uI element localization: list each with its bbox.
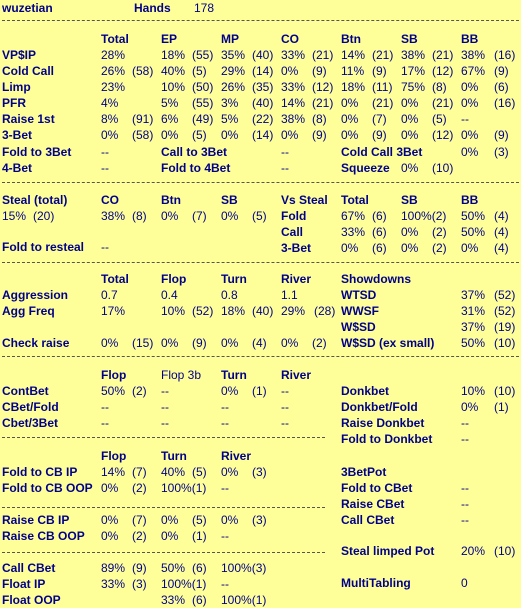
vs-steal-cell: (6)	[372, 209, 387, 223]
vs-cbet-row-label: Raise CB OOP	[2, 529, 85, 543]
steal-count: (8)	[132, 209, 147, 223]
showdown-label: W$SD (ex small)	[341, 336, 435, 350]
cold-call-3bet-label: Cold Call 3Bet	[341, 145, 423, 159]
fold-to-3bet-label: Fold to 3Bet	[2, 145, 72, 159]
showdown-label: WWSF	[341, 304, 379, 318]
postflop-col-turn: Turn	[221, 272, 247, 286]
stat-cell: (21)	[432, 48, 454, 62]
stat-cell: (12)	[432, 128, 454, 142]
check-raise-cell: 0%	[221, 336, 239, 350]
steal-value: 0%	[161, 209, 179, 223]
vs-cbet-cell: --	[221, 481, 229, 495]
donk-label: Fold to Donkbet	[341, 432, 433, 446]
vs-steal-cell: 0%	[461, 241, 479, 255]
stat-cell: 33%	[281, 80, 306, 94]
stat-cell: 5%	[221, 112, 239, 126]
3betpot-label: Fold to CBet	[341, 481, 413, 495]
donk-label: Raise Donkbet	[341, 416, 425, 430]
stat-cell: 38%	[461, 48, 486, 62]
aggression-label: Aggression	[2, 288, 69, 302]
cbet-cell: --	[281, 384, 289, 398]
vs-cbet-cell: 100%(1)	[221, 593, 267, 607]
showdown-value: 50%	[461, 336, 486, 350]
vs-cbet-row-label: Fold to CB IP	[2, 465, 78, 479]
stat-cell: (21)	[432, 96, 454, 110]
showdown-count: (19)	[494, 320, 516, 334]
stat-cell: (21)	[312, 48, 334, 62]
vs-steal-cell: (4)	[494, 209, 509, 223]
stat-cell: 0%	[281, 128, 299, 142]
stat-cell: 6%	[161, 112, 179, 126]
stat-cell: 33%	[281, 48, 306, 62]
stat-cell: 0%	[341, 112, 359, 126]
stat-cell: 0%	[461, 96, 479, 110]
vs-cbet-cell: (3)	[252, 465, 267, 479]
agg-freq-cell: 29%	[281, 304, 306, 318]
3betpot-value: --	[461, 513, 469, 527]
vs-cbet-cell: (3)	[132, 577, 147, 591]
col-header-btn: Btn	[341, 32, 361, 46]
stat-cell: 0%	[401, 96, 419, 110]
vs-steal-row-label: 3-Bet	[281, 241, 312, 255]
stat-cell: (50)	[192, 80, 214, 94]
stat-cell: (14)	[252, 64, 274, 78]
stat-cell: (9)	[312, 128, 327, 142]
stat-cell: (12)	[312, 80, 334, 94]
3betpot-label: Raise CBet	[341, 497, 405, 511]
check-raise-cell: (4)	[252, 336, 267, 350]
vs-cbet-cell: 0%	[221, 465, 239, 479]
vs-cbet-cell: 40%	[161, 465, 186, 479]
stat-cell: (16)	[494, 48, 516, 62]
col-header-sb: SB	[401, 32, 418, 46]
cbet-cell: --	[281, 416, 289, 430]
agg-freq-cell: (52)	[192, 304, 214, 318]
vs-cbet-row-label: Call CBet	[2, 561, 56, 575]
donk-label: Donkbet	[341, 384, 389, 398]
stat-cell: --	[461, 112, 469, 126]
multitabling-value: 0	[461, 576, 468, 590]
stat-cell: (49)	[192, 112, 214, 126]
stat-cell: (55)	[192, 96, 214, 110]
cbet-row-label: Cbet/3Bet	[2, 416, 59, 430]
check-raise-cell: 0%	[161, 336, 179, 350]
stat-cell: (58)	[132, 64, 154, 78]
stat-cell: 23%	[101, 80, 126, 94]
vs-cbet-cell: 0%	[221, 513, 239, 527]
hands-count: 178	[194, 1, 215, 15]
donk-count: (10)	[494, 384, 516, 398]
stat-cell: 8%	[101, 112, 119, 126]
stat-cell: (9)	[372, 64, 387, 78]
stat-cell: 0%	[221, 128, 239, 142]
aggression-cell: 1.1	[281, 288, 298, 302]
vs-steal-cell: (2)	[432, 241, 447, 255]
stat-cell: (35)	[252, 80, 274, 94]
row-label: Limp	[2, 80, 31, 94]
showdown-value: 31%	[461, 304, 486, 318]
stat-cell: 10%	[161, 80, 186, 94]
vs-steal-cell: (6)	[372, 225, 387, 239]
row-label: Raise 1st	[2, 112, 55, 126]
stat-cell: (22)	[252, 112, 274, 126]
cbet-cell: --	[101, 400, 109, 414]
agg-freq-cell: 10%	[161, 304, 186, 318]
showdown-label: W$SD	[341, 320, 376, 334]
stat-cell: 17%	[401, 64, 426, 78]
divider	[2, 552, 325, 553]
vs-steal-row-label: Fold	[281, 209, 307, 223]
cbet-cell: --	[161, 400, 169, 414]
stat-cell: 0%	[161, 128, 179, 142]
aggression-cell: 0.7	[101, 288, 118, 302]
vs-cbet-cell: 33%	[101, 577, 126, 591]
steal-col-co: CO	[101, 193, 119, 207]
stat-cell: 0%	[401, 128, 419, 142]
vs-steal-cell: (4)	[494, 225, 509, 239]
col-header-co: CO	[281, 32, 299, 46]
postflop-col-river: River	[281, 272, 312, 286]
3betpot-value: --	[461, 497, 469, 511]
stat-cell: (9)	[494, 64, 509, 78]
squeeze-label: Squeeze	[341, 161, 390, 175]
col-header-bb: BB	[461, 32, 479, 46]
donk-value: 0%	[461, 400, 479, 414]
fold-to-resteal-value: --	[101, 240, 109, 254]
col-header-mp: MP	[221, 32, 239, 46]
row-label: PFR	[2, 96, 26, 110]
hands-label: Hands	[134, 1, 171, 15]
cbet-col: Flop 3b	[161, 368, 202, 382]
4bet-value: --	[101, 161, 109, 175]
vs-cbet-cell: (2)	[132, 529, 147, 543]
stat-cell: 0%	[461, 128, 479, 142]
stat-cell: (91)	[132, 112, 154, 126]
col-header-total: Total	[101, 32, 129, 46]
fold-to-resteal-label: Fold to resteal	[2, 240, 85, 254]
cbet-col: Turn	[221, 368, 247, 382]
cbet-cell: --	[221, 400, 229, 414]
cbet-col: Flop	[101, 368, 127, 382]
agg-freq-cell: 18%	[221, 304, 246, 318]
vs-cbet-cell: (1)	[192, 529, 207, 543]
stat-cell: 14%	[281, 96, 306, 110]
vs-cbet-col: Flop	[101, 449, 127, 463]
fold-to-4bet-value: --	[281, 161, 289, 175]
stat-cell: 18%	[161, 48, 186, 62]
stat-cell: 0%	[281, 64, 299, 78]
stat-cell: 0%	[401, 112, 419, 126]
vs-cbet-cell: (3)	[252, 513, 267, 527]
stat-cell: 0%	[341, 96, 359, 110]
stat-cell: 28%	[101, 48, 126, 62]
4bet-label: 4-Bet	[2, 161, 33, 175]
stat-cell: (6)	[494, 80, 509, 94]
divider	[2, 437, 325, 438]
fold-to-3bet-value: --	[101, 145, 109, 159]
showdown-count: (52)	[494, 304, 516, 318]
vs-steal-col-bb: BB	[461, 193, 479, 207]
stat-cell: 38%	[281, 112, 306, 126]
donk-value: --	[461, 416, 469, 430]
check-raise-label: Check raise	[2, 336, 70, 350]
stat-cell: (5)	[192, 64, 207, 78]
vs-cbet-cell: 33%	[161, 593, 186, 607]
cbet-cell: --	[101, 416, 109, 430]
stat-cell: (9)	[494, 128, 509, 142]
stat-cell: (21)	[312, 96, 334, 110]
donk-count: (1)	[494, 400, 509, 414]
vs-cbet-cell: (7)	[132, 513, 147, 527]
stat-cell: (9)	[372, 128, 387, 142]
squeeze-count: (10)	[432, 161, 454, 175]
stat-cell: 11%	[341, 64, 365, 78]
vs-cbet-col: River	[221, 449, 252, 463]
vs-cbet-cell: (5)	[192, 465, 207, 479]
3betpot-value: --	[461, 481, 469, 495]
stat-cell: (9)	[312, 64, 327, 78]
stat-cell: 29%	[221, 64, 246, 78]
vs-cbet-cell: 0%	[161, 513, 179, 527]
cbet-cell: --	[221, 416, 229, 430]
vs-cbet-cell: (6)	[192, 593, 207, 607]
call-to-3bet-label: Call to 3Bet	[161, 145, 228, 159]
divider	[2, 507, 325, 508]
stat-cell: (16)	[494, 96, 516, 110]
stat-cell: (55)	[192, 48, 214, 62]
stat-cell: (12)	[432, 64, 454, 78]
vs-steal-cell: 33%	[341, 225, 366, 239]
vs-steal-cell: 67%	[341, 209, 366, 223]
agg-freq-cell: 17%	[101, 304, 126, 318]
row-label: 3-Bet	[2, 128, 33, 142]
stat-cell: (40)	[252, 96, 274, 110]
cbet-cell: 50%	[101, 384, 126, 398]
showdown-value: 37%	[461, 320, 486, 334]
steal-total-count: (20)	[33, 209, 55, 223]
vs-cbet-cell: (2)	[132, 481, 147, 495]
stat-cell: 75%	[401, 80, 426, 94]
stat-cell: (21)	[372, 48, 394, 62]
steal-value: 38%	[101, 209, 126, 223]
donk-value: 10%	[461, 384, 486, 398]
showdown-value: 37%	[461, 288, 486, 302]
vs-cbet-cell: 0%	[101, 513, 119, 527]
stat-cell: 67%	[461, 64, 486, 78]
check-raise-cell: (15)	[132, 336, 154, 350]
stat-cell: (21)	[372, 96, 394, 110]
vs-steal-cell: 0%	[341, 241, 359, 255]
stat-cell: 5%	[161, 96, 179, 110]
agg-freq-label: Agg Freq	[2, 304, 55, 318]
divider	[2, 262, 519, 263]
stat-cell: (14)	[252, 128, 274, 142]
vs-steal-cell: 100%(2)	[401, 209, 447, 223]
steal-total-value: 15%	[2, 209, 27, 223]
vs-steal-label: Vs Steal	[281, 193, 328, 207]
stat-cell: 18%	[341, 80, 366, 94]
cbet-cell: (1)	[252, 384, 267, 398]
steal-limped-count: (10)	[494, 544, 516, 558]
stat-cell: (40)	[252, 48, 274, 62]
steal-total-label: Steal (total)	[2, 193, 68, 207]
vs-cbet-row-label: Float OOP	[2, 593, 61, 607]
vs-steal-cell: (6)	[372, 241, 387, 255]
vs-cbet-cell: (9)	[132, 561, 147, 575]
vs-steal-cell: 0%	[401, 241, 419, 255]
stat-cell: 38%	[401, 48, 426, 62]
stat-cell: (11)	[372, 80, 393, 94]
vs-steal-cell: (4)	[494, 241, 509, 255]
stat-cell: 4%	[101, 96, 119, 110]
check-raise-cell: (9)	[192, 336, 207, 350]
vs-cbet-cell: 89%	[101, 561, 126, 575]
showdowns-label: Showdowns	[341, 272, 411, 286]
vs-cbet-row-label: Raise CB IP	[2, 513, 70, 527]
stat-cell: (5)	[192, 128, 207, 142]
vs-cbet-cell: 100%(3)	[221, 561, 267, 575]
col-header-ep: EP	[161, 32, 178, 46]
vs-steal-cell: 50%	[461, 225, 486, 239]
stat-cell: (8)	[312, 112, 327, 126]
vs-cbet-cell: 0%	[161, 529, 179, 543]
vs-cbet-cell: --	[221, 529, 229, 543]
vs-steal-row-label: Call	[281, 225, 304, 239]
aggression-cell: 0.8	[221, 288, 238, 302]
row-label: Cold Call	[2, 64, 55, 78]
stat-cell: 0%	[461, 80, 479, 94]
cbet-cell: 0%	[221, 384, 239, 398]
cbet-cell: --	[281, 400, 289, 414]
vs-cbet-cell: 50%	[161, 561, 186, 575]
call-to-3bet-value: --	[281, 145, 289, 159]
showdown-label: WTSD	[341, 288, 377, 302]
vs-cbet-row-label: Fold to CB OOP	[2, 481, 93, 495]
steal-count: (7)	[192, 209, 207, 223]
aggression-cell: 0.4	[161, 288, 178, 302]
cold-call-3bet-value: 0%	[461, 145, 479, 159]
vs-steal-col-sb: SB	[401, 193, 418, 207]
vs-steal-col-total: Total	[341, 193, 369, 207]
vs-cbet-col: Turn	[161, 449, 187, 463]
vs-cbet-cell: 0%	[101, 529, 119, 543]
stat-cell: 26%	[101, 64, 126, 78]
vs-cbet-cell: --	[221, 577, 229, 591]
vs-cbet-cell: (6)	[192, 561, 207, 575]
vs-cbet-cell: 100%(1)	[161, 481, 207, 495]
squeeze-value: 0%	[401, 161, 419, 175]
vs-cbet-cell: (7)	[132, 465, 147, 479]
vs-steal-cell: 50%	[461, 209, 486, 223]
row-label: VP$IP	[2, 48, 37, 62]
multitabling-label: MultiTabling	[341, 576, 411, 590]
steal-value: 0%	[221, 209, 239, 223]
postflop-col-total: Total	[101, 272, 129, 286]
stat-cell: 40%	[161, 64, 186, 78]
steal-count: (5)	[252, 209, 267, 223]
stat-cell: (58)	[132, 128, 154, 142]
stat-cell: 14%	[341, 48, 366, 62]
steal-limped-value: 20%	[461, 544, 486, 558]
cbet-cell: (2)	[132, 384, 147, 398]
player-name: wuzetian	[2, 1, 53, 15]
stat-cell: 3%	[221, 96, 239, 110]
stat-cell: 0%	[341, 128, 359, 142]
agg-freq-cell: (40)	[252, 304, 274, 318]
vs-steal-cell: 0%	[401, 225, 419, 239]
fold-to-4bet-label: Fold to 4Bet	[161, 161, 231, 175]
steal-limped-label: Steal limped Pot	[341, 544, 435, 558]
stat-cell: 35%	[221, 48, 246, 62]
3betpot-label: Call CBet	[341, 513, 395, 527]
check-raise-cell: 0%	[281, 336, 299, 350]
steal-col-sb: SB	[221, 193, 238, 207]
vs-cbet-cell: 14%	[101, 465, 126, 479]
stat-cell: (8)	[432, 80, 447, 94]
steal-col-btn: Btn	[161, 193, 181, 207]
cbet-row-label: ContBet	[2, 384, 49, 398]
cbet-cell: --	[161, 416, 169, 430]
agg-freq-cell: (28)	[314, 304, 336, 318]
showdown-count: (10)	[494, 336, 516, 350]
stat-cell: (7)	[372, 112, 387, 126]
vs-steal-cell: (2)	[432, 225, 447, 239]
cbet-col: River	[281, 368, 312, 382]
cbet-row-label: CBet/Fold	[2, 400, 59, 414]
cold-call-3bet-count: (3)	[494, 145, 509, 159]
showdown-count: (52)	[494, 288, 516, 302]
vs-cbet-cell: 0%	[101, 481, 119, 495]
stat-cell: 0%	[101, 128, 119, 142]
vs-cbet-row-label: Float IP	[2, 577, 46, 591]
divider	[2, 182, 519, 183]
vs-cbet-cell: (5)	[192, 513, 207, 527]
vs-cbet-cell: 100%(1)	[161, 577, 207, 591]
donk-value: --	[461, 432, 469, 446]
divider	[2, 20, 519, 21]
cbet-cell: --	[161, 384, 169, 398]
donk-label: Donkbet/Fold	[341, 400, 418, 414]
stat-cell: (5)	[432, 112, 447, 126]
check-raise-cell: (2)	[312, 336, 327, 350]
divider	[2, 356, 519, 357]
stat-cell: 26%	[221, 80, 246, 94]
3betpot-label: 3BetPot	[341, 465, 387, 479]
postflop-col-flop: Flop	[161, 272, 187, 286]
check-raise-cell: 0%	[101, 336, 119, 350]
